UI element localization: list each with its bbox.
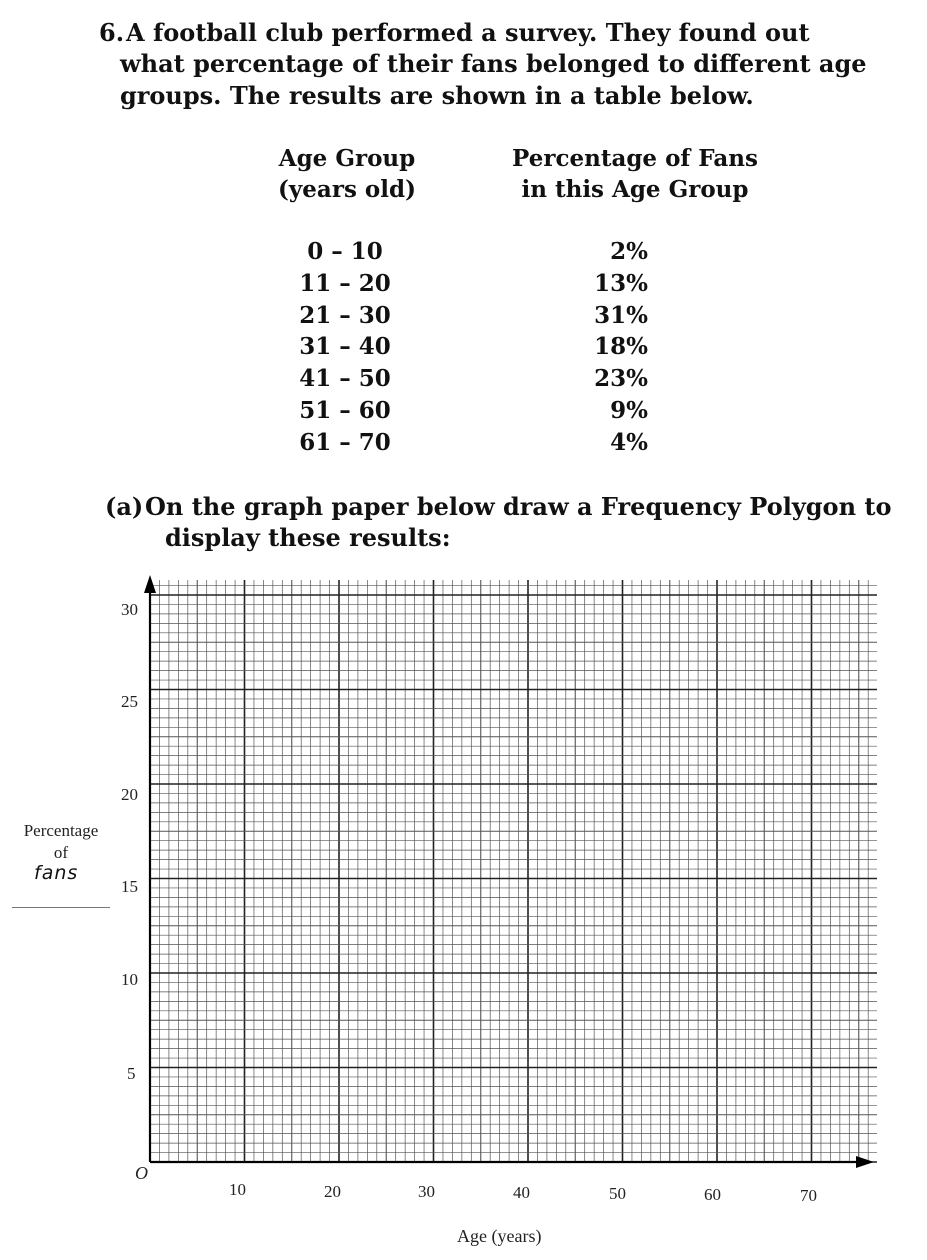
part-a-line-2: display these results: xyxy=(165,523,451,552)
y-tick-label: 5 xyxy=(127,1064,136,1083)
table-cell-percentage: 18% xyxy=(594,333,648,361)
y-tick-label: 10 xyxy=(121,970,138,989)
table-cell-age: 41 – 50 xyxy=(299,365,391,393)
y-tick-label: 30 xyxy=(121,600,138,619)
part-a-line-1: On the graph paper below draw a Frequency Polygon to xyxy=(145,492,892,521)
table-cell-age: 11 – 20 xyxy=(299,269,391,297)
x-tick-label: 70 xyxy=(800,1186,817,1205)
x-tick-label: 60 xyxy=(704,1185,721,1204)
x-tick-label: 50 xyxy=(609,1184,626,1203)
part-a-label: (a) xyxy=(105,492,144,521)
table-cell-percentage: 2% xyxy=(610,238,648,265)
x-axis-arrow-icon xyxy=(856,1156,874,1168)
table-header-pct-line2: in this Age Group xyxy=(521,176,749,203)
table-cell-percentage: 4% xyxy=(610,428,648,456)
table-cell-percentage: 13% xyxy=(594,269,648,297)
y-axis-label-line1: Percentage xyxy=(23,821,99,840)
y-axis-arrow-icon xyxy=(144,575,156,593)
table-cell-percentage: 9% xyxy=(610,396,648,424)
question-line-1: A football club performed a survey. They found out xyxy=(126,18,810,47)
y-tick-label: 25 xyxy=(121,692,138,711)
table-cell-percentage: 23% xyxy=(594,365,648,393)
x-axis-label: Age (years) xyxy=(457,1226,542,1246)
x-tick-label: 30 xyxy=(418,1182,435,1201)
table-cell-age: 51 – 60 xyxy=(299,396,391,424)
table-cell-percentage: 31% xyxy=(594,301,648,329)
x-tick-label: 40 xyxy=(513,1183,530,1202)
y-axis-label-underline xyxy=(12,907,110,908)
table-header-pct-line1: Percentage of Fans xyxy=(512,145,758,172)
y-axis-label-handwritten[interactable]: fans xyxy=(34,862,79,884)
grid-lines xyxy=(150,580,877,1162)
y-tick-label: 15 xyxy=(121,877,138,896)
table-cell-age: 21 – 30 xyxy=(299,301,391,329)
y-axis-label xyxy=(12,820,110,864)
question-line-3: groups. The results are shown in a table below. xyxy=(120,81,754,110)
y-axis-label-line2: of xyxy=(53,843,69,862)
table-header-age-line1: Age Group xyxy=(278,145,416,172)
table-cell-age: 61 – 70 xyxy=(299,428,391,456)
table-cell-age: 31 – 40 xyxy=(299,333,391,361)
question-number: 6. xyxy=(99,18,125,47)
origin-label: O xyxy=(135,1163,148,1183)
question-line-2: what percentage of their fans belonged to different age xyxy=(120,49,867,78)
table-header-age-line2: (years old) xyxy=(278,176,416,203)
x-tick-label: 10 xyxy=(229,1180,246,1199)
y-tick-label: 20 xyxy=(121,785,138,804)
table-cell-age: 0 – 10 xyxy=(307,238,383,265)
x-tick-label: 20 xyxy=(324,1182,341,1201)
